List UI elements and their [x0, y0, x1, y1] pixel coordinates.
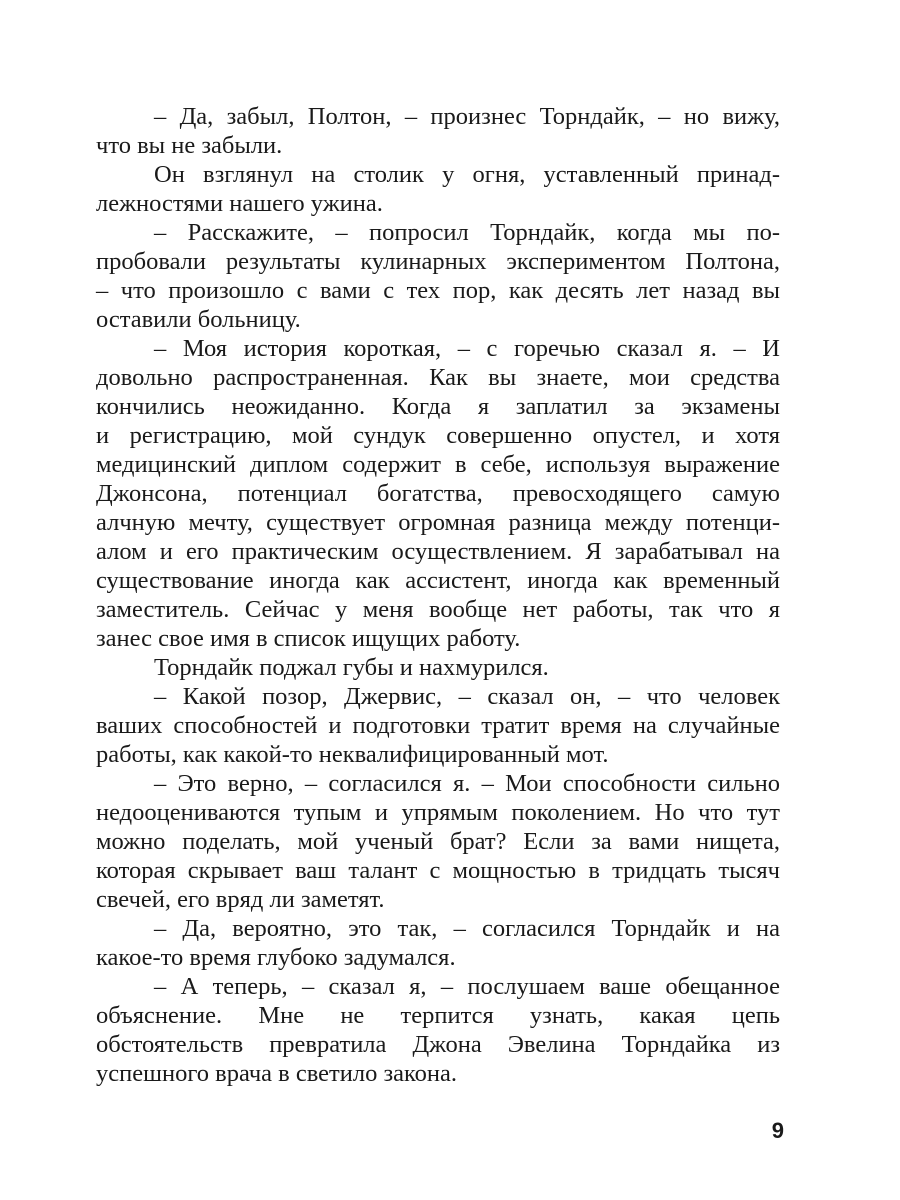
text-line: – Это верно, – согласился я. – Мои способности сильно	[154, 770, 780, 797]
text-line: кончились неожиданно. Когда я заплатил за экзамены	[96, 393, 780, 420]
text-line: – Да, вероятно, это так, – согласился Торндайк и на	[154, 915, 780, 942]
text-line: объяснение. Мне не терпится узнать, какая цепь	[96, 1002, 780, 1029]
text-line: можно поделать, мой ученый брат? Если за вами нищета,	[96, 828, 780, 855]
text-line: алом и его практическим осуществлением. Я зарабатывал на	[96, 538, 780, 565]
body-text	[96, 102, 780, 1088]
text-line: успешного врача в светило закона.	[96, 1060, 458, 1087]
text-line: обстоятельств превратила Джона Эвелина Торндайка из	[96, 1031, 780, 1058]
text-line: – А теперь, – сказал я, – послушаем ваше обещанное	[154, 973, 780, 1000]
text-line: Торндайк поджал губы и нахмурился.	[154, 654, 549, 681]
text-line: работы, как какой-то неквалифицированный мот.	[96, 741, 609, 768]
text-line: – Какой позор, Джервис, – сказал он, – что человек	[154, 683, 780, 710]
text-line: ваших способностей и подготовки тратит время на случайные	[96, 712, 780, 739]
text-line: – что произошло с вами с тех пор, как десять лет назад вы	[96, 277, 780, 304]
text-line: алчную мечту, существует огромная разница между потенци-	[96, 509, 780, 536]
text-line: – Расскажите, – попросил Торндайк, когда мы по-	[154, 219, 780, 246]
text-line: медицинский диплом содержит в себе, используя выражение	[96, 451, 780, 478]
text-line: пробовали результаты кулинарных экспериментом Полтона,	[96, 248, 780, 275]
text-line: которая скрывает ваш талант с мощностью в тридцать тысяч	[96, 857, 780, 884]
page-number: 9	[771, 1118, 784, 1143]
text-line: оставили больницу.	[96, 306, 301, 333]
text-line: Он взглянул на столик у огня, уставленный принад-	[154, 161, 780, 188]
text-line: существование иногда как ассистент, иногда как временный	[96, 567, 780, 594]
text-line: свечей, его вряд ли заметят.	[96, 886, 385, 913]
text-line: и регистрацию, мой сундук совершенно опустел, и хотя	[96, 422, 780, 449]
text-line: – Да, забыл, Полтон, – произнес Торндайк, – но вижу,	[154, 103, 780, 130]
text-line: заместитель. Сейчас у меня вообще нет работы, так что я	[96, 596, 780, 623]
text-line: занес свое имя в список ищущих работу.	[96, 625, 521, 652]
text-line: недооцениваются тупым и упрямым поколением. Но что тут	[96, 799, 780, 826]
text-line: лежностями нашего ужина.	[96, 190, 383, 217]
text-line: Джонсона, потенциал богатства, превосходящего самую	[96, 480, 780, 507]
text-line: довольно распространенная. Как вы знаете, мои средства	[96, 364, 780, 391]
text-line: – Моя история короткая, – с горечью сказал я. – И	[154, 335, 780, 362]
text-line: что вы не забыли.	[96, 132, 283, 159]
text-line: какое-то время глубоко задумался.	[96, 944, 456, 971]
